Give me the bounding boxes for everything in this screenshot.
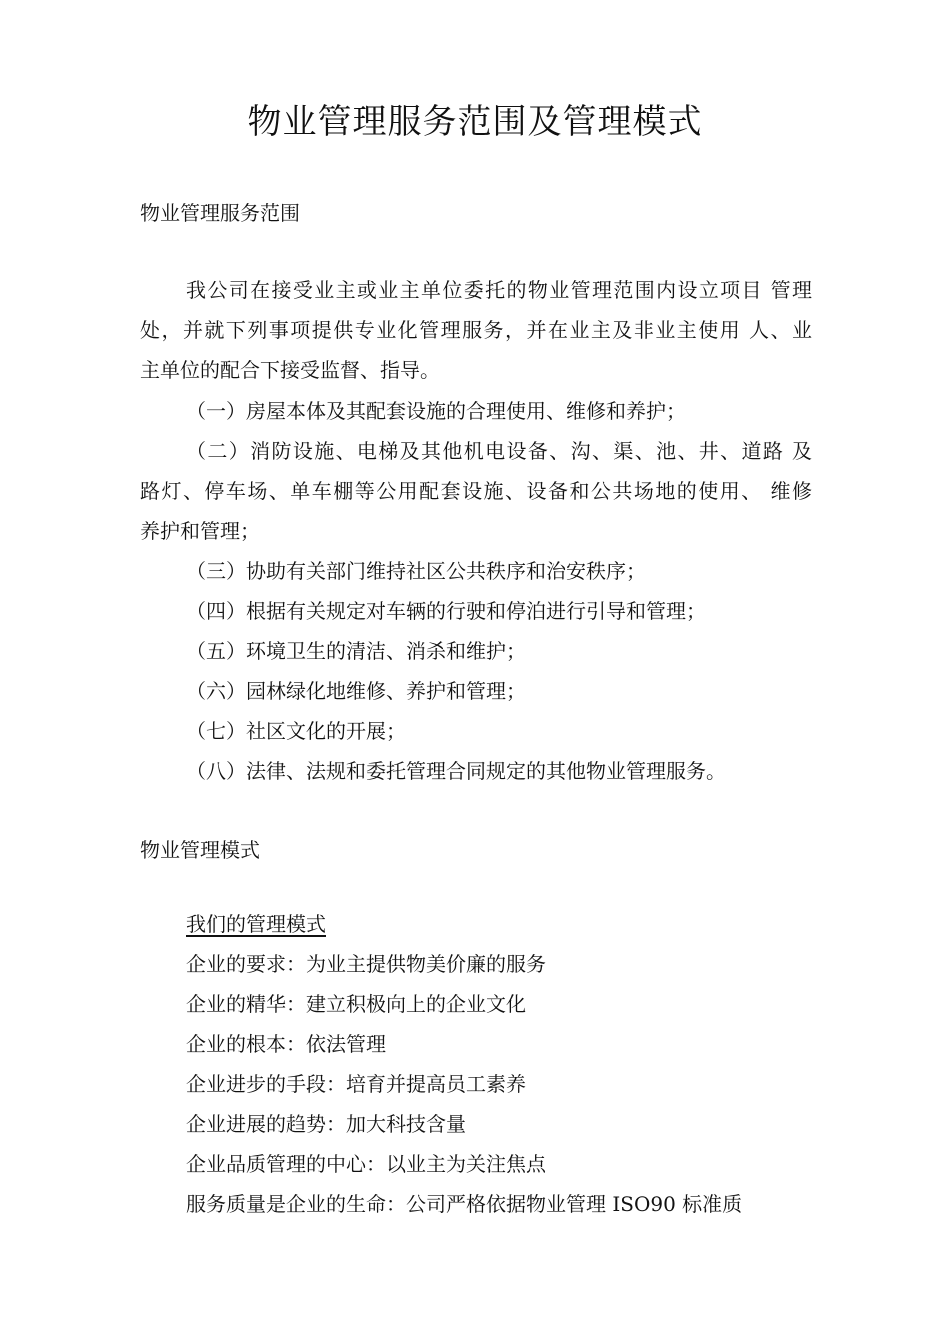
scope-item-2-line-3: 养护和管理；	[140, 519, 260, 543]
scope-item-2-line-1: （二）消防设施、电梯及其他机电设备、沟、渠、池、井、道路 及	[186, 439, 812, 463]
scope-item-4: （四）根据有关规定对车辆的行驶和停泊进行引导和管理；	[186, 599, 706, 623]
mode-line-5: 企业进展的趋势：加大科技含量	[186, 1112, 466, 1136]
intro-line-1: 我公司在接受业主或业主单位委托的物业管理范围内设立项目 管理	[186, 278, 812, 302]
scope-item-1: （一）房屋本体及其配套设施的合理使用、维修和养护；	[186, 399, 686, 423]
subheading-our-mode: 我们的管理模式	[186, 912, 326, 936]
mode-line-3: 企业的根本：依法管理	[186, 1032, 386, 1056]
scope-item-7: （七）社区文化的开展；	[186, 719, 406, 743]
scope-item-8: （八）法律、法规和委托管理合同规定的其他物业管理服务。	[186, 759, 726, 783]
mode-line-4: 企业进步的手段：培育并提高员工素养	[186, 1072, 526, 1096]
mode-line-6: 企业品质管理的中心：以业主为关注焦点	[186, 1152, 546, 1176]
scope-item-5: （五）环境卫生的清洁、消杀和维护；	[186, 639, 526, 663]
section-heading-mode: 物业管理模式	[140, 838, 260, 862]
scope-item-6: （六）园林绿化地维修、养护和管理；	[186, 679, 526, 703]
intro-line-3: 主单位的配合下接受监督、指导。	[140, 358, 440, 382]
section-heading-scope: 物业管理服务范围	[140, 201, 300, 225]
mode-line-2: 企业的精华：建立积极向上的企业文化	[186, 992, 526, 1016]
mode-line-7: 服务质量是企业的生命：公司严格依据物业管理 ISO90 标准质	[186, 1192, 743, 1216]
document-title: 物业管理服务范围及管理模式	[247, 102, 703, 142]
scope-item-2-line-2: 路灯、停车场、单车棚等公用配套设施、设备和公共场地的使用、 维修	[140, 479, 812, 503]
intro-line-2: 处，并就下列事项提供专业化管理服务，并在业主及非业主使用 人、业	[140, 318, 812, 342]
scope-item-3: （三）协助有关部门维持社区公共秩序和治安秩序；	[186, 559, 646, 583]
mode-line-1: 企业的要求：为业主提供物美价廉的服务	[186, 952, 546, 976]
